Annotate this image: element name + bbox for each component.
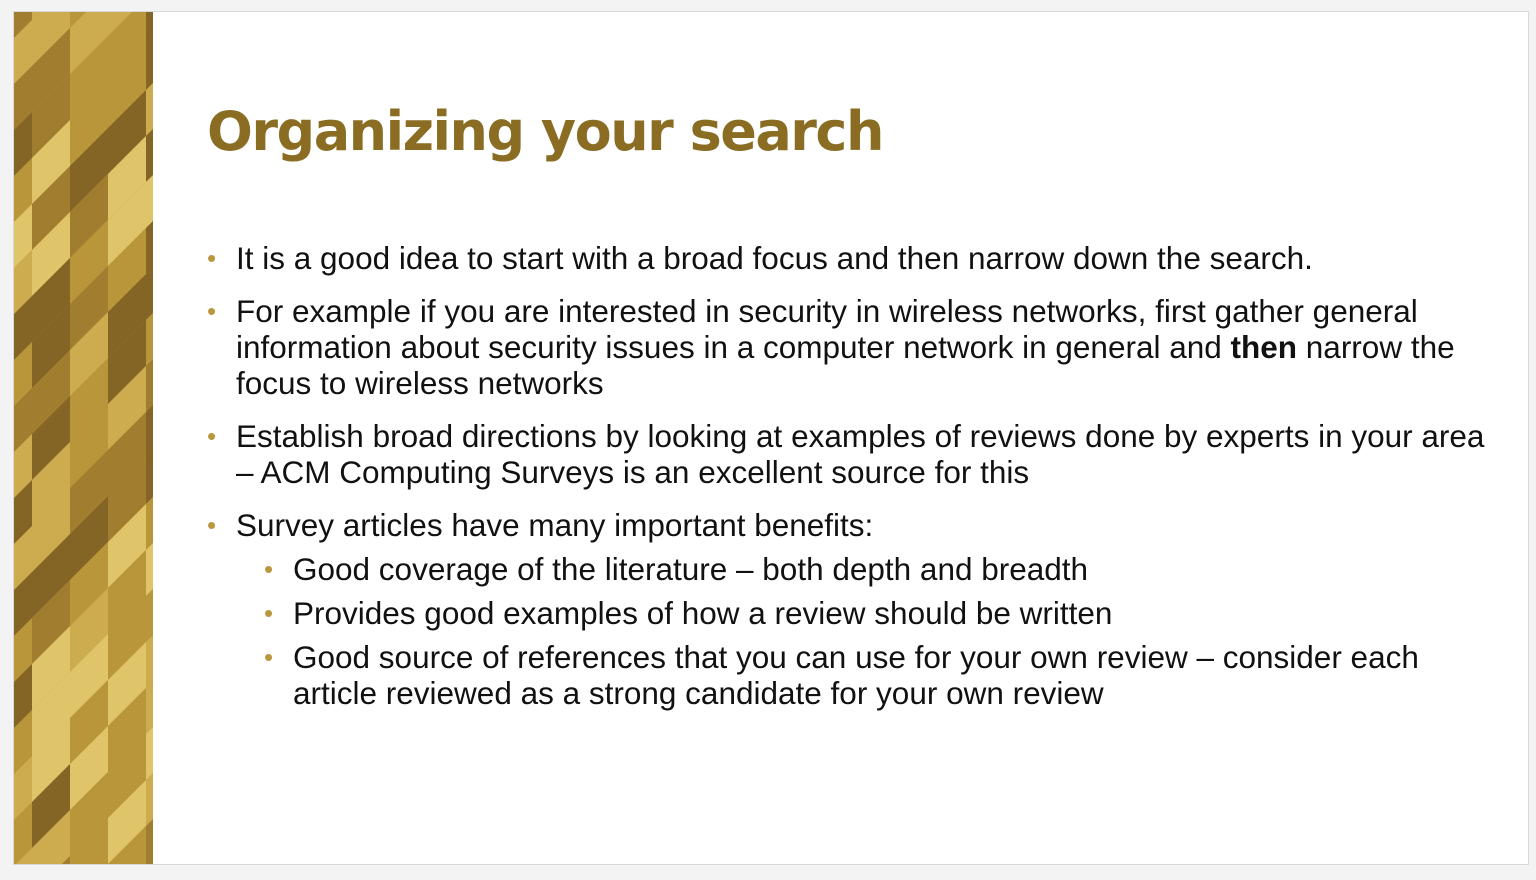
bullet-text: Survey articles have many important benefits: — [236, 507, 874, 543]
slide-body — [207, 240, 1487, 719]
slide-title: Organizing your search — [207, 100, 883, 163]
sub-bullet-item — [264, 639, 1487, 711]
sub-bullet-item — [264, 595, 1487, 631]
sub-bullet-item — [264, 551, 1487, 587]
bullet-text-part: For example if you are interested in security in wireless networks, first gather general information about security issues in a computer network in general and — [236, 293, 1418, 365]
bullet-text — [236, 293, 1455, 401]
bullet-dot-icon: • — [207, 421, 217, 451]
sub-bullet-text: Provides good examples of how a review should be written — [293, 595, 1113, 631]
bullet-text: Establish broad directions by looking at examples of reviews done by experts in your area – ACM Computing Surveys is an excellent source for this — [236, 418, 1485, 490]
bullet-dot-icon: • — [207, 510, 217, 540]
bullet-item — [207, 418, 1487, 490]
bullet-dot-icon: • — [264, 554, 274, 584]
sub-bullet-text: Good coverage of the literature – both depth and breadth — [293, 551, 1089, 587]
gold-pattern-graphic — [14, 12, 153, 864]
bullet-item — [207, 507, 1487, 543]
bullet-dot-icon: • — [207, 296, 217, 326]
sub-bullet-text: Good source of references that you can use for your own review – consider each article reviewed as a strong candidate for your own review — [293, 639, 1419, 711]
bullet-dot-icon: • — [264, 598, 274, 628]
bullet-dot-icon: • — [264, 642, 274, 672]
bullet-text-bold: then — [1230, 329, 1298, 365]
bullet-item — [207, 240, 1487, 276]
slide — [14, 12, 1528, 864]
bullet-item — [207, 293, 1487, 401]
bullet-text-part: narrow the focus to wireless networks — [236, 329, 1455, 401]
pattern-sheen — [14, 12, 153, 864]
bullet-text: It is a good idea to start with a broad focus and then narrow down the search. — [236, 240, 1313, 276]
decorative-gold-band — [14, 12, 153, 864]
bullet-dot-icon: • — [207, 243, 217, 273]
